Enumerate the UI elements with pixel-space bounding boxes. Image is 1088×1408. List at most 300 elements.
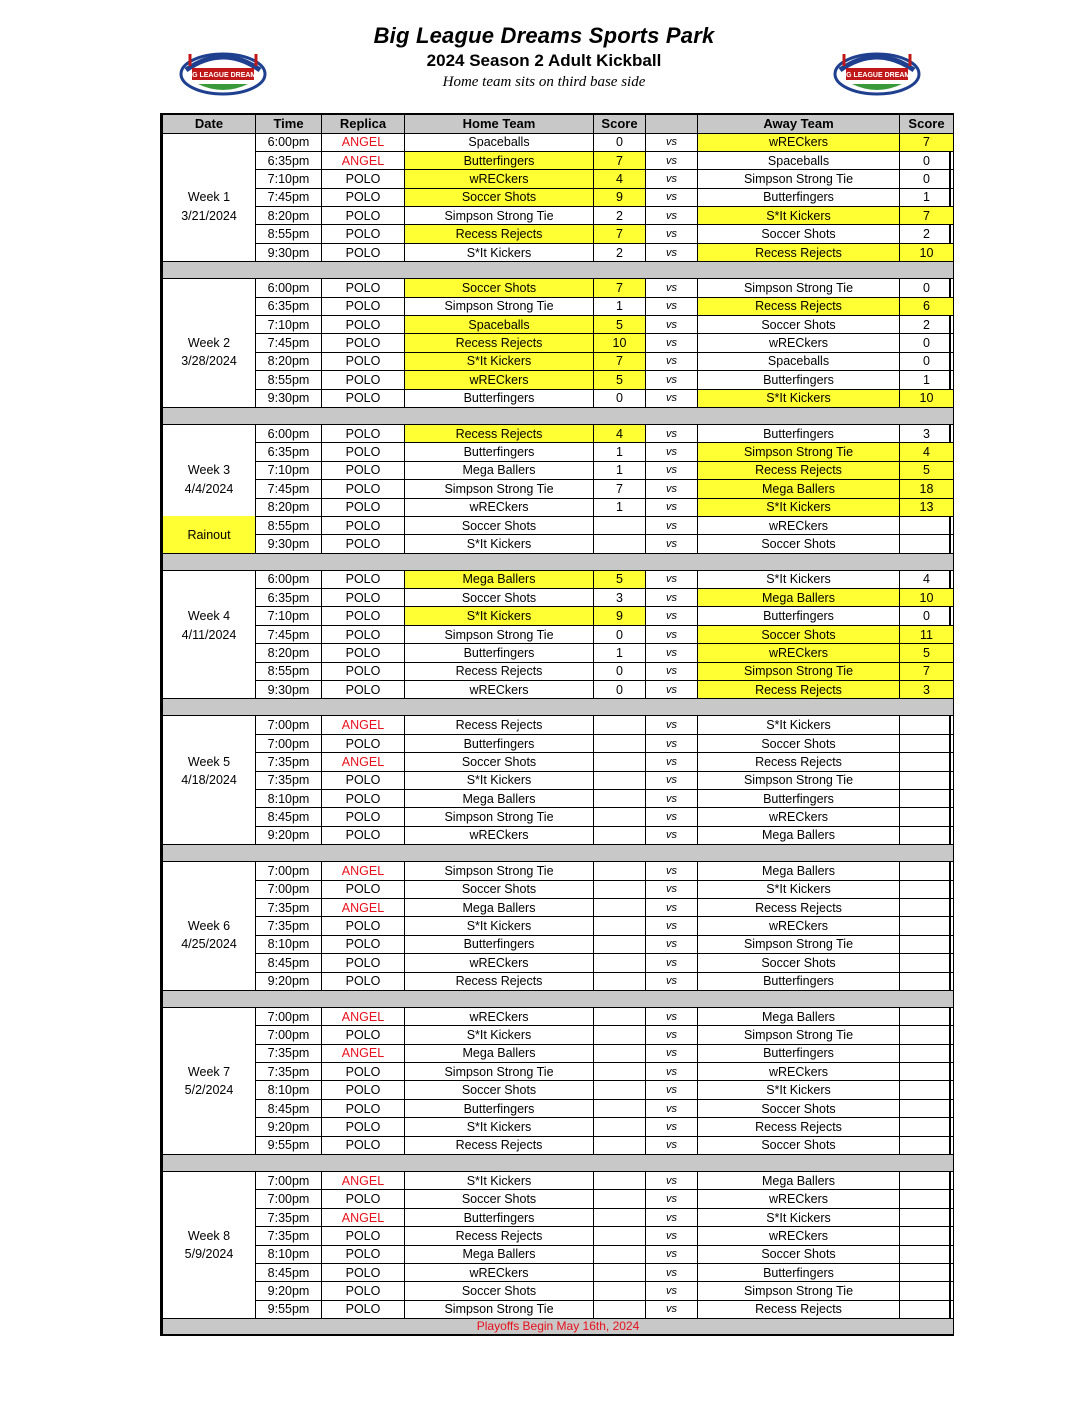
away-score bbox=[900, 1263, 954, 1281]
home-team: Recess Rejects bbox=[405, 334, 594, 352]
field-name: ANGEL bbox=[322, 1007, 405, 1025]
date-cell bbox=[163, 790, 256, 808]
game-time: 8:20pm bbox=[256, 644, 322, 662]
home-score: 9 bbox=[594, 188, 646, 206]
week-date: 4/4/2024 bbox=[163, 480, 256, 498]
vs-label: vs bbox=[646, 898, 698, 916]
game-time: 7:45pm bbox=[256, 480, 322, 498]
date-cell bbox=[163, 1044, 256, 1062]
date-cell bbox=[163, 826, 256, 844]
date-cell bbox=[163, 389, 256, 407]
away-team: Butterfingers bbox=[698, 607, 900, 625]
date-cell bbox=[163, 170, 256, 188]
field-name: POLO bbox=[322, 297, 405, 315]
away-team: Soccer Shots bbox=[698, 225, 900, 243]
game-time: 9:20pm bbox=[256, 1282, 322, 1300]
date-cell bbox=[163, 681, 256, 699]
field-name: POLO bbox=[322, 607, 405, 625]
game-time: 7:45pm bbox=[256, 334, 322, 352]
game-time: 9:20pm bbox=[256, 826, 322, 844]
week-separator bbox=[163, 845, 954, 862]
week-date: 4/11/2024 bbox=[163, 625, 256, 643]
home-score bbox=[594, 1300, 646, 1318]
table-row bbox=[163, 243, 954, 261]
field-name: POLO bbox=[322, 935, 405, 953]
field-name: POLO bbox=[322, 207, 405, 225]
away-team: Mega Ballers bbox=[698, 862, 900, 880]
home-score: 5 bbox=[594, 316, 646, 334]
game-time: 6:00pm bbox=[256, 133, 322, 151]
home-team: Soccer Shots bbox=[405, 279, 594, 297]
date-cell bbox=[163, 151, 256, 169]
home-score bbox=[594, 1282, 646, 1300]
vs-label: vs bbox=[646, 1026, 698, 1044]
vs-label: vs bbox=[646, 734, 698, 752]
home-team: Simpson Strong Tie bbox=[405, 1300, 594, 1318]
game-time: 7:10pm bbox=[256, 607, 322, 625]
game-time: 7:35pm bbox=[256, 753, 322, 771]
home-team: S*It Kickers bbox=[405, 607, 594, 625]
big-league-dreams-logo-left bbox=[178, 40, 268, 98]
home-team: Butterfingers bbox=[405, 734, 594, 752]
vs-label: vs bbox=[646, 516, 698, 534]
vs-label: vs bbox=[646, 625, 698, 643]
away-team: Soccer Shots bbox=[698, 1136, 900, 1154]
page-subtitle: 2024 Season 2 Adult Kickball bbox=[426, 51, 662, 70]
vs-label: vs bbox=[646, 1190, 698, 1208]
week-label: Week 8 bbox=[163, 1227, 256, 1245]
game-time: 9:30pm bbox=[256, 535, 322, 553]
week-date: 3/28/2024 bbox=[163, 352, 256, 370]
table-row bbox=[163, 461, 954, 479]
home-score bbox=[594, 880, 646, 898]
away-team: Butterfingers bbox=[698, 424, 900, 442]
vs-label: vs bbox=[646, 771, 698, 789]
field-name: ANGEL bbox=[322, 151, 405, 169]
vs-label: vs bbox=[646, 352, 698, 370]
vs-label: vs bbox=[646, 1227, 698, 1245]
game-time: 7:00pm bbox=[256, 880, 322, 898]
home-score bbox=[594, 935, 646, 953]
separator-cell bbox=[163, 262, 954, 279]
vs-label: vs bbox=[646, 826, 698, 844]
week-date: 3/21/2024 bbox=[163, 207, 256, 225]
away-score: 7 bbox=[900, 133, 954, 151]
field-name: POLO bbox=[322, 1190, 405, 1208]
home-team: wRECkers bbox=[405, 954, 594, 972]
away-team: Recess Rejects bbox=[698, 1300, 900, 1318]
home-score bbox=[594, 1136, 646, 1154]
home-team: Butterfingers bbox=[405, 151, 594, 169]
home-score: 4 bbox=[594, 170, 646, 188]
away-score: 5 bbox=[900, 461, 954, 479]
date-cell bbox=[163, 1118, 256, 1136]
table-row bbox=[163, 1208, 954, 1226]
table-row bbox=[163, 516, 954, 534]
col-header-vs bbox=[646, 114, 698, 133]
home-team: S*It Kickers bbox=[405, 352, 594, 370]
vs-label: vs bbox=[646, 1136, 698, 1154]
home-score bbox=[594, 808, 646, 826]
table-row bbox=[163, 535, 954, 553]
date-cell bbox=[163, 862, 256, 880]
field-name: POLO bbox=[322, 589, 405, 607]
home-team: S*It Kickers bbox=[405, 243, 594, 261]
game-time: 7:00pm bbox=[256, 716, 322, 734]
away-score: 7 bbox=[900, 662, 954, 680]
away-team: wRECkers bbox=[698, 334, 900, 352]
week-label: Week 2 bbox=[163, 334, 256, 352]
svg-text:BIG LEAGUE DREAMS: BIG LEAGUE DREAMS bbox=[839, 72, 915, 79]
game-time: 7:35pm bbox=[256, 1044, 322, 1062]
away-team: Recess Rejects bbox=[698, 753, 900, 771]
game-time: 7:35pm bbox=[256, 1208, 322, 1226]
table-row bbox=[163, 790, 954, 808]
table-row bbox=[163, 1245, 954, 1263]
date-cell bbox=[163, 371, 256, 389]
big-league-dreams-logo-right bbox=[832, 40, 922, 98]
date-cell bbox=[163, 972, 256, 990]
field-name: POLO bbox=[322, 243, 405, 261]
field-name: POLO bbox=[322, 1026, 405, 1044]
away-team: wRECkers bbox=[698, 133, 900, 151]
home-score bbox=[594, 1172, 646, 1190]
field-name: POLO bbox=[322, 1136, 405, 1154]
away-score bbox=[900, 954, 954, 972]
table-row bbox=[163, 225, 954, 243]
home-score bbox=[594, 1118, 646, 1136]
date-cell bbox=[163, 570, 256, 588]
home-team: Soccer Shots bbox=[405, 516, 594, 534]
home-team: Simpson Strong Tie bbox=[405, 862, 594, 880]
table-row bbox=[163, 1300, 954, 1318]
vs-label: vs bbox=[646, 1044, 698, 1062]
table-row bbox=[163, 297, 954, 315]
table-row bbox=[163, 589, 954, 607]
field-name: ANGEL bbox=[322, 898, 405, 916]
away-team: S*It Kickers bbox=[698, 389, 900, 407]
home-score bbox=[594, 790, 646, 808]
date-cell bbox=[163, 1263, 256, 1281]
away-team: Simpson Strong Tie bbox=[698, 170, 900, 188]
vs-label: vs bbox=[646, 243, 698, 261]
game-time: 7:45pm bbox=[256, 188, 322, 206]
field-name: POLO bbox=[322, 1300, 405, 1318]
date-cell bbox=[163, 225, 256, 243]
table-row bbox=[163, 133, 954, 151]
field-name: POLO bbox=[322, 188, 405, 206]
week-separator bbox=[163, 1155, 954, 1172]
table-row bbox=[163, 826, 954, 844]
vs-label: vs bbox=[646, 570, 698, 588]
col-header-date: Date bbox=[163, 114, 256, 133]
table-row bbox=[163, 316, 954, 334]
away-team: Soccer Shots bbox=[698, 1099, 900, 1117]
table-row bbox=[163, 625, 954, 643]
footer-row bbox=[163, 1319, 954, 1335]
away-team: wRECkers bbox=[698, 1227, 900, 1245]
home-score bbox=[594, 1026, 646, 1044]
date-cell bbox=[163, 316, 256, 334]
separator-cell bbox=[163, 407, 954, 424]
home-team: Recess Rejects bbox=[405, 225, 594, 243]
game-time: 8:45pm bbox=[256, 1099, 322, 1117]
table-row bbox=[163, 389, 954, 407]
home-team: Mega Ballers bbox=[405, 790, 594, 808]
game-time: 8:45pm bbox=[256, 954, 322, 972]
table-row bbox=[163, 662, 954, 680]
home-team: Mega Ballers bbox=[405, 570, 594, 588]
table-row bbox=[163, 917, 954, 935]
date-cell bbox=[163, 808, 256, 826]
away-team: Soccer Shots bbox=[698, 954, 900, 972]
home-team: Recess Rejects bbox=[405, 662, 594, 680]
home-team: Mega Ballers bbox=[405, 1245, 594, 1263]
home-score bbox=[594, 972, 646, 990]
away-score: 1 bbox=[900, 188, 954, 206]
home-team: Spaceballs bbox=[405, 133, 594, 151]
away-score bbox=[900, 1063, 954, 1081]
home-team: S*It Kickers bbox=[405, 917, 594, 935]
game-time: 7:35pm bbox=[256, 1063, 322, 1081]
field-name: ANGEL bbox=[322, 133, 405, 151]
home-score bbox=[594, 1099, 646, 1117]
away-score: 0 bbox=[900, 352, 954, 370]
game-time: 7:00pm bbox=[256, 1172, 322, 1190]
game-time: 7:00pm bbox=[256, 1190, 322, 1208]
table-row bbox=[163, 808, 954, 826]
away-team: Recess Rejects bbox=[698, 1118, 900, 1136]
field-name: POLO bbox=[322, 461, 405, 479]
vs-label: vs bbox=[646, 1263, 698, 1281]
field-name: POLO bbox=[322, 516, 405, 534]
away-team: S*It Kickers bbox=[698, 570, 900, 588]
home-score: 0 bbox=[594, 133, 646, 151]
away-score bbox=[900, 1007, 954, 1025]
vs-label: vs bbox=[646, 1208, 698, 1226]
field-name: POLO bbox=[322, 880, 405, 898]
away-score bbox=[900, 1300, 954, 1318]
home-team: Recess Rejects bbox=[405, 716, 594, 734]
home-score bbox=[594, 734, 646, 752]
away-score bbox=[900, 935, 954, 953]
date-cell bbox=[163, 279, 256, 297]
game-time: 6:00pm bbox=[256, 570, 322, 588]
home-team: Spaceballs bbox=[405, 316, 594, 334]
home-score: 0 bbox=[594, 389, 646, 407]
header-row bbox=[163, 114, 954, 133]
home-score: 1 bbox=[594, 461, 646, 479]
home-team: Butterfingers bbox=[405, 644, 594, 662]
home-score: 4 bbox=[594, 424, 646, 442]
away-score bbox=[900, 516, 954, 534]
date-cell bbox=[163, 716, 256, 734]
game-time: 7:00pm bbox=[256, 862, 322, 880]
vs-label: vs bbox=[646, 297, 698, 315]
away-score bbox=[900, 753, 954, 771]
separator-cell bbox=[163, 553, 954, 570]
home-team: Soccer Shots bbox=[405, 1282, 594, 1300]
vs-label: vs bbox=[646, 644, 698, 662]
date-cell bbox=[163, 243, 256, 261]
away-score bbox=[900, 880, 954, 898]
home-score: 1 bbox=[594, 644, 646, 662]
away-score bbox=[900, 790, 954, 808]
week-date: 4/25/2024 bbox=[163, 935, 256, 953]
table-row bbox=[163, 607, 954, 625]
vs-label: vs bbox=[646, 1081, 698, 1099]
home-score: 7 bbox=[594, 352, 646, 370]
away-team: Soccer Shots bbox=[698, 625, 900, 643]
vs-label: vs bbox=[646, 498, 698, 516]
home-team: Simpson Strong Tie bbox=[405, 625, 594, 643]
field-name: POLO bbox=[322, 480, 405, 498]
date-cell bbox=[163, 880, 256, 898]
game-time: 7:10pm bbox=[256, 170, 322, 188]
date-cell bbox=[163, 1136, 256, 1154]
game-time: 6:35pm bbox=[256, 151, 322, 169]
game-time: 8:55pm bbox=[256, 662, 322, 680]
date-cell bbox=[163, 1007, 256, 1025]
field-name: POLO bbox=[322, 826, 405, 844]
col-header-home-score: Score bbox=[594, 114, 646, 133]
week-label: Week 1 bbox=[163, 188, 256, 206]
home-team: Simpson Strong Tie bbox=[405, 297, 594, 315]
away-score: 13 bbox=[900, 498, 954, 516]
table-row bbox=[163, 862, 954, 880]
away-team: Recess Rejects bbox=[698, 898, 900, 916]
game-time: 7:35pm bbox=[256, 917, 322, 935]
away-team: wRECkers bbox=[698, 1063, 900, 1081]
vs-label: vs bbox=[646, 443, 698, 461]
home-score bbox=[594, 1190, 646, 1208]
home-score bbox=[594, 862, 646, 880]
home-score: 7 bbox=[594, 279, 646, 297]
table-row bbox=[163, 352, 954, 370]
schedule-body bbox=[163, 133, 954, 1319]
away-score: 0 bbox=[900, 279, 954, 297]
game-time: 8:20pm bbox=[256, 498, 322, 516]
home-team: Recess Rejects bbox=[405, 972, 594, 990]
home-score bbox=[594, 1245, 646, 1263]
week-separator bbox=[163, 553, 954, 570]
vs-label: vs bbox=[646, 589, 698, 607]
away-team: wRECkers bbox=[698, 808, 900, 826]
home-score bbox=[594, 753, 646, 771]
table-row bbox=[163, 734, 954, 752]
home-team: S*It Kickers bbox=[405, 535, 594, 553]
vs-label: vs bbox=[646, 1300, 698, 1318]
table-row bbox=[163, 424, 954, 442]
vs-label: vs bbox=[646, 334, 698, 352]
home-team: wRECkers bbox=[405, 371, 594, 389]
home-score: 1 bbox=[594, 443, 646, 461]
vs-label: vs bbox=[646, 972, 698, 990]
field-name: POLO bbox=[322, 662, 405, 680]
away-team: Butterfingers bbox=[698, 972, 900, 990]
home-score bbox=[594, 516, 646, 534]
vs-label: vs bbox=[646, 389, 698, 407]
home-score bbox=[594, 1007, 646, 1025]
field-name: ANGEL bbox=[322, 716, 405, 734]
away-team: Mega Ballers bbox=[698, 1172, 900, 1190]
field-name: POLO bbox=[322, 570, 405, 588]
schedule-table-wrapper bbox=[160, 113, 951, 1336]
home-team: Soccer Shots bbox=[405, 188, 594, 206]
table-row bbox=[163, 1282, 954, 1300]
home-team: Simpson Strong Tie bbox=[405, 808, 594, 826]
vs-label: vs bbox=[646, 935, 698, 953]
field-name: ANGEL bbox=[322, 1044, 405, 1062]
game-time: 7:35pm bbox=[256, 898, 322, 916]
away-score bbox=[900, 826, 954, 844]
home-team: Butterfingers bbox=[405, 389, 594, 407]
away-team: Soccer Shots bbox=[698, 734, 900, 752]
game-time: 6:35pm bbox=[256, 297, 322, 315]
vs-label: vs bbox=[646, 1245, 698, 1263]
vs-label: vs bbox=[646, 790, 698, 808]
date-cell bbox=[163, 297, 256, 315]
away-team: Simpson Strong Tie bbox=[698, 1026, 900, 1044]
field-name: POLO bbox=[322, 972, 405, 990]
home-score: 10 bbox=[594, 334, 646, 352]
vs-label: vs bbox=[646, 371, 698, 389]
field-name: POLO bbox=[322, 1245, 405, 1263]
week-date: 5/2/2024 bbox=[163, 1081, 256, 1099]
away-score bbox=[900, 1172, 954, 1190]
away-score bbox=[900, 808, 954, 826]
game-time: 9:20pm bbox=[256, 1118, 322, 1136]
home-score: 7 bbox=[594, 225, 646, 243]
home-score bbox=[594, 1063, 646, 1081]
vs-label: vs bbox=[646, 170, 698, 188]
home-team: Simpson Strong Tie bbox=[405, 480, 594, 498]
away-team: Simpson Strong Tie bbox=[698, 279, 900, 297]
home-score: 2 bbox=[594, 243, 646, 261]
home-team: wRECkers bbox=[405, 1007, 594, 1025]
game-time: 9:55pm bbox=[256, 1136, 322, 1154]
away-team: S*It Kickers bbox=[698, 207, 900, 225]
field-name: POLO bbox=[322, 1063, 405, 1081]
away-score: 10 bbox=[900, 589, 954, 607]
home-team: S*It Kickers bbox=[405, 1118, 594, 1136]
game-time: 7:35pm bbox=[256, 771, 322, 789]
field-name: POLO bbox=[322, 498, 405, 516]
header bbox=[0, 22, 1088, 92]
field-name: POLO bbox=[322, 170, 405, 188]
table-row bbox=[163, 207, 954, 225]
table-row bbox=[163, 570, 954, 588]
separator-cell bbox=[163, 990, 954, 1007]
home-team: Mega Ballers bbox=[405, 461, 594, 479]
home-team: S*It Kickers bbox=[405, 1026, 594, 1044]
field-name: POLO bbox=[322, 225, 405, 243]
week-label: Week 5 bbox=[163, 753, 256, 771]
vs-label: vs bbox=[646, 279, 698, 297]
field-name: POLO bbox=[322, 316, 405, 334]
table-row bbox=[163, 1118, 954, 1136]
vs-label: vs bbox=[646, 862, 698, 880]
date-cell bbox=[163, 1190, 256, 1208]
home-team: Simpson Strong Tie bbox=[405, 207, 594, 225]
week-separator bbox=[163, 990, 954, 1007]
vs-label: vs bbox=[646, 808, 698, 826]
date-cell bbox=[163, 734, 256, 752]
away-team: Soccer Shots bbox=[698, 316, 900, 334]
away-team: Recess Rejects bbox=[698, 243, 900, 261]
game-time: 8:10pm bbox=[256, 790, 322, 808]
field-name: POLO bbox=[322, 279, 405, 297]
